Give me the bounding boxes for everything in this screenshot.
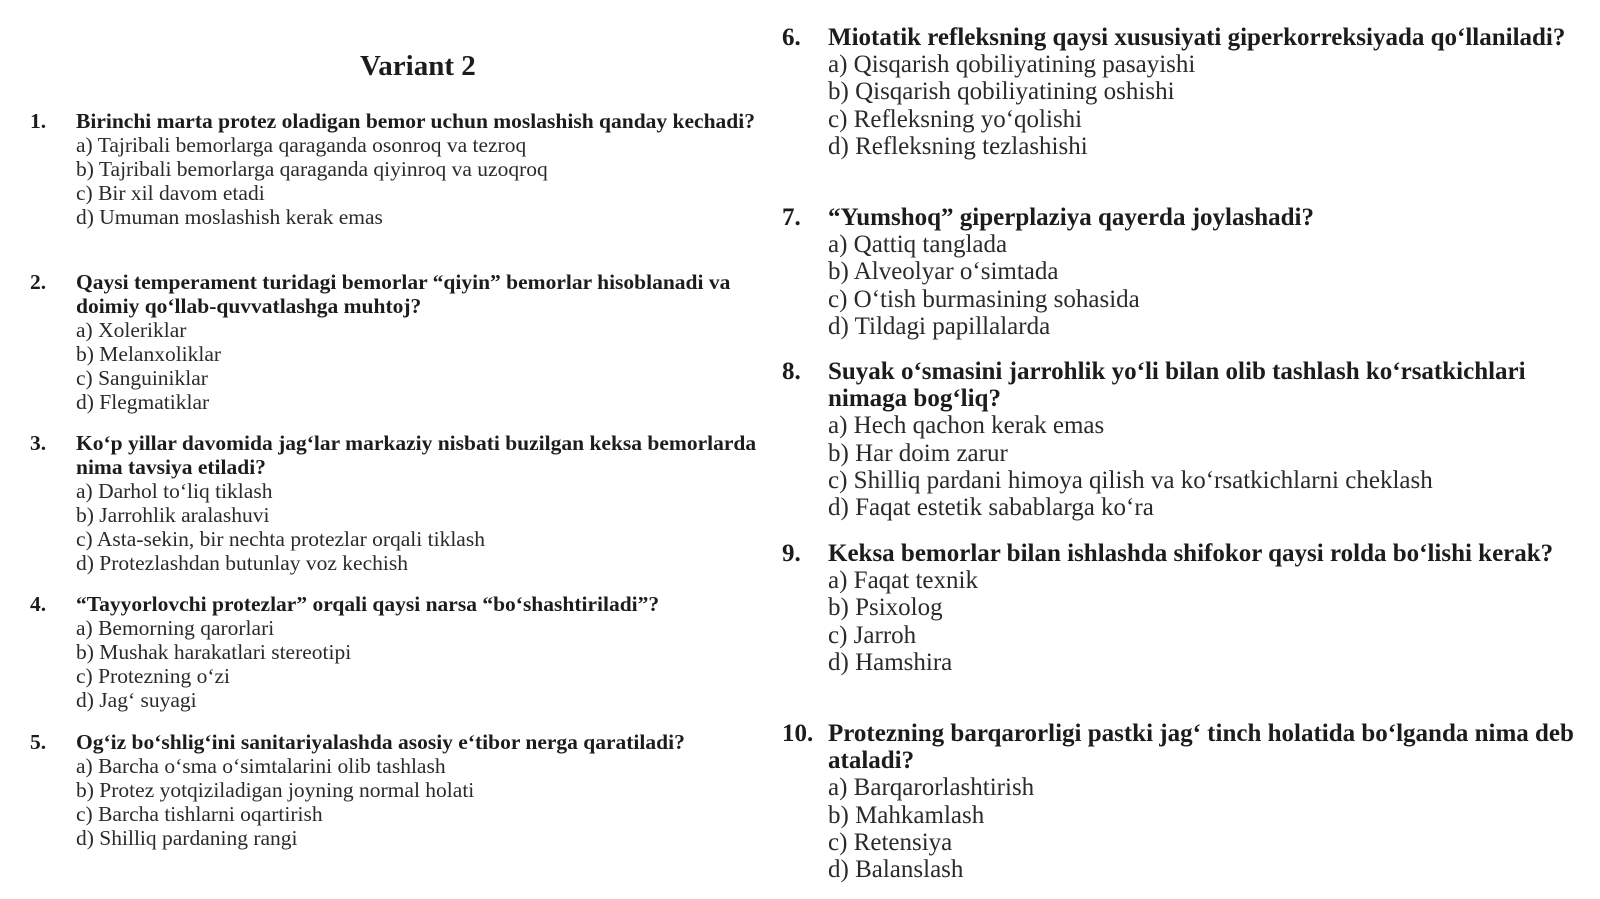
question-text: Ko‘p yillar davomida jag‘lar markaziy nisbati buzilgan keksa bemorlarda nima tavsiya etiladi? [76,431,757,479]
option-b: b) Protez yotqiziladigan joyning normal holati [76,778,475,802]
question-10 [782,720,1582,883]
option-a: a) Barqarorlashtirish [828,774,1035,802]
option-d: d) Umuman moslashish kerak emas [76,205,383,229]
option-d: d) Shilliq pardaning rangi [76,826,298,850]
question-5 [30,730,760,850]
question-3 [30,431,760,575]
option-c: c) Bir xil davom etadi [76,181,265,205]
option-a: a) Qisqarish qobiliyatining pasayishi [828,51,1196,79]
option-b: b) Har doim zarur [828,439,1008,467]
question-number: 6. [782,24,801,51]
option-d: d) Tildagi papillalarda [828,312,1051,340]
option-b: b) Alveolyar o‘simtada [828,258,1059,286]
question-number: 8. [782,358,801,385]
question-8 [782,358,1582,521]
question-2 [30,270,760,414]
option-c: c) Sanguiniklar [76,366,208,390]
option-b: b) Qisqarish qobiliyatining oshishi [828,78,1175,106]
question-text: Protezning barqarorligi pastki jag‘ tinch holatida bo‘lganda nima deb ataladi? [828,720,1574,775]
question-6 [782,24,1582,160]
question-text: Suyak o‘smasini jarrohlik yo‘li bilan olib tashlash ko‘rsatkichlari nimaga bog‘liq? [828,358,1526,413]
question-text: Miotatik refleksning qaysi xususiyati giperkorreksiyada qo‘llaniladi? [828,24,1566,51]
question-text: “Yumshoq” giperplaziya qayerda joylashadi? [828,204,1314,231]
question-text: Qaysi temperament turidagi bemorlar “qiyin” bemorlar hisoblanadi va doimiy qo‘llab-quvvatlashga muhtoj? [76,270,731,318]
option-c: c) Retensiya [828,828,953,856]
question-7 [782,204,1582,340]
option-d: d) Balanslash [828,856,964,884]
option-c: c) Protezning o‘zi [76,664,231,688]
option-c: c) Asta-sekin, bir nechta protezlar orqali tiklash [76,527,485,551]
option-b: b) Jarrohlik aralashuvi [76,503,270,527]
option-a: a) Barcha o‘sma o‘simtalarini olib tashlash [76,754,446,778]
option-a: a) Tajribali bemorlarga qaraganda osonroq va tezroq [76,133,527,157]
question-number: 2. [30,270,47,294]
option-b: b) Psixolog [828,594,943,622]
option-a: a) Hech qachon kerak emas [828,412,1105,440]
question-4 [30,592,760,712]
question-number: 7. [782,204,801,231]
option-d: d) Faqat estetik sabablarga ko‘ra [828,494,1154,522]
question-text: Og‘iz bo‘shlig‘ini sanitariyalashda asosiy e‘tibor nerga qaratiladi? [76,730,685,754]
option-d: d) Refleksning tezlashishi [828,132,1088,160]
question-text: “Tayyorlovchi protezlar” orqali qaysi narsa “bo‘shashtiriladi”? [76,592,660,616]
option-c: c) O‘tish burmasining sohasida [828,285,1140,313]
question-number: 5. [30,730,47,754]
option-b: b) Mahkamlash [828,801,985,829]
question-number: 3. [30,431,47,455]
option-a: a) Darhol to‘liq tiklash [76,479,273,503]
option-c: c) Shilliq pardani himoya qilish va ko‘rsatkichlarni cheklash [828,466,1433,494]
page-title: Variant 2 [360,50,476,82]
option-b: b) Mushak harakatlari stereotipi [76,640,352,664]
option-b: b) Melanxoliklar [76,342,222,366]
question-number: 4. [30,592,47,616]
question-number: 10. [782,720,814,747]
option-c: c) Jarroh [828,621,917,649]
option-b: b) Tajribali bemorlarga qaraganda qiyinroq va uzoqroq [76,157,548,181]
option-a: a) Faqat texnik [828,567,978,595]
option-a: a) Qattiq tanglada [828,231,1008,259]
option-c: c) Refleksning yo‘qolishi [828,105,1083,133]
question-text: Birinchi marta protez oladigan bemor uchun moslashish qanday kechadi? [76,109,755,133]
option-d: d) Protezlashdan butunlay voz kechish [76,551,408,575]
option-d: d) Hamshira [828,648,953,676]
question-number: 9. [782,540,801,567]
option-a: a) Bemorning qarorlari [76,616,275,640]
option-d: d) Flegmatiklar [76,390,210,414]
question-1 [30,109,760,229]
option-c: c) Barcha tishlarni oqartirish [76,802,323,826]
question-9 [782,540,1582,676]
option-d: d) Jag‘ suyagi [76,688,197,712]
question-text: Keksa bemorlar bilan ishlashda shifokor qaysi rolda bo‘lishi kerak? [828,540,1554,567]
option-a: a) Xoleriklar [76,318,187,342]
question-number: 1. [30,109,47,133]
